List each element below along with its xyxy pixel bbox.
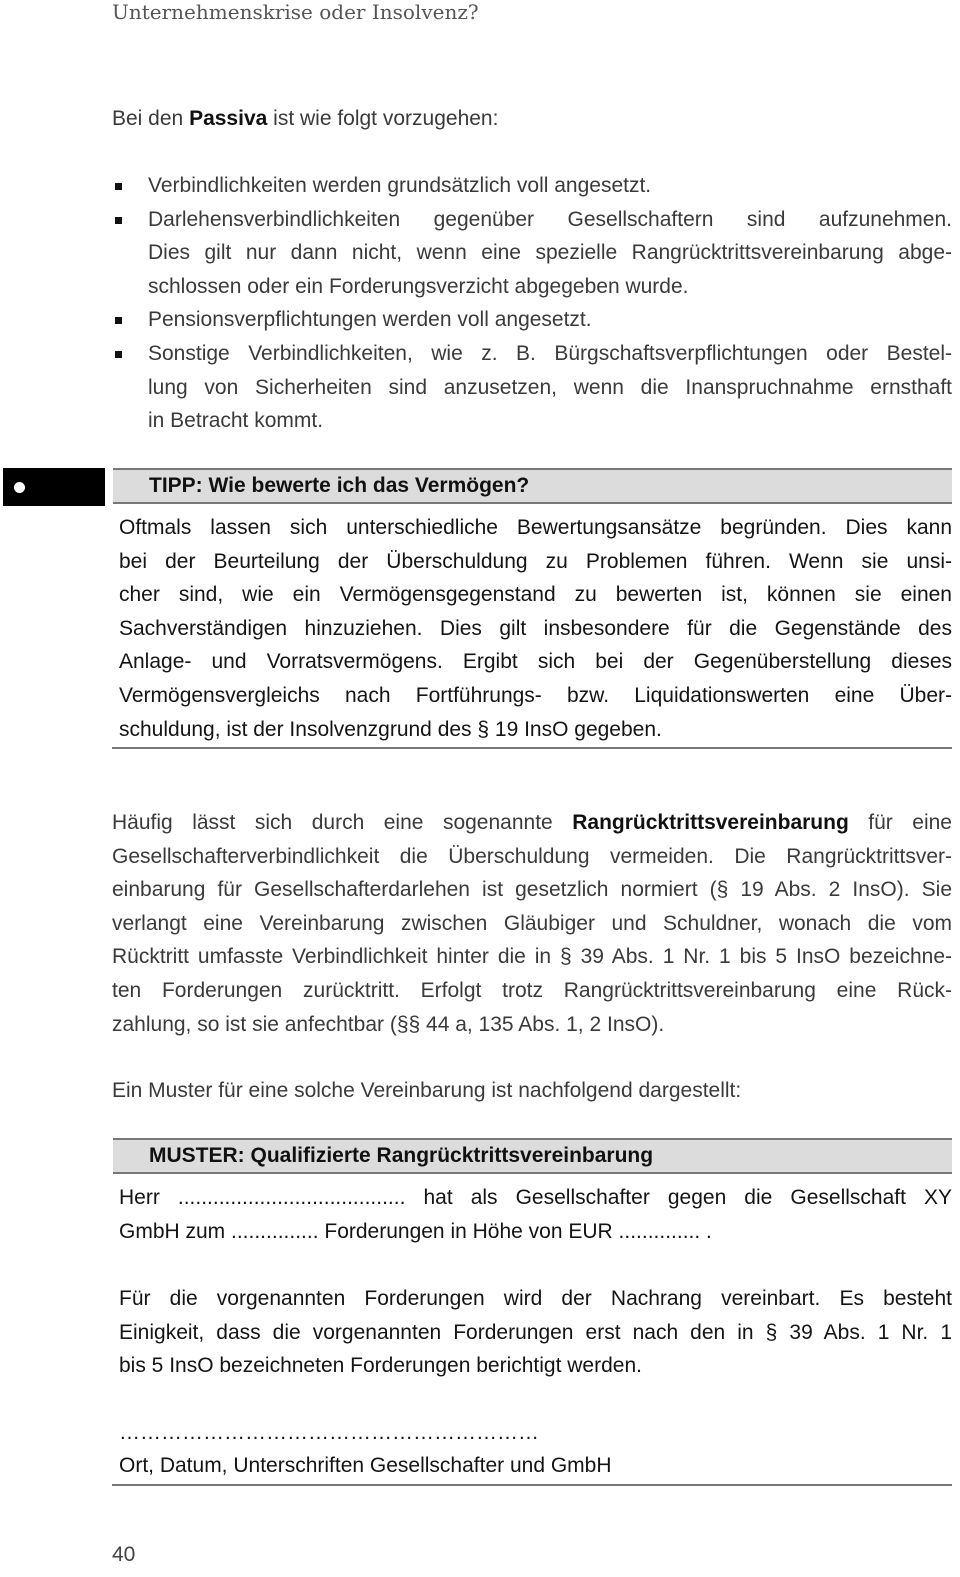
text-line: in Betracht kommt. bbox=[148, 409, 324, 433]
tip-title: TIPP: Wie bewerte ich das Vermögen? bbox=[149, 474, 530, 497]
text-line: einbarung für Gesellschafterdarlehen ist gesetzlich normiert (§ 19 Abs. 2 InsO). Sie bbox=[112, 878, 952, 902]
text-line: bis 5 InsO bezeichneten Forderungen berichtigt werden. bbox=[119, 1354, 642, 1378]
text-line: Sonstige Verbindlichkeiten, wie z. B. Bürgschaftsverpflichtungen oder Bestel- bbox=[148, 341, 952, 365]
text-line: lung von Sicherheiten sind anzusetzen, wenn die Inanspruchnahme ernsthaft bbox=[148, 375, 952, 399]
list-item bbox=[112, 203, 952, 304]
bullet-icon bbox=[115, 351, 122, 358]
text-line: schuldung, ist der Insolvenzgrund des § 19 InsO gegeben. bbox=[119, 717, 662, 741]
text-line: bei der Beurteilung der Überschuldung zu Problemen führen. Wenn sie unsi- bbox=[119, 549, 952, 573]
bullet-icon bbox=[115, 317, 122, 324]
text-line: Herr ....................................... hat als Gesellschafter gegen die Gesellschaft XY bbox=[119, 1186, 952, 1209]
muster-intro: Ein Muster für eine solche Vereinbarung ist nachfolgend dargestellt: bbox=[112, 1079, 742, 1102]
intro-line: Bei den Passiva ist wie folgt vorzugehen: bbox=[112, 107, 499, 130]
list-item bbox=[112, 169, 952, 203]
text-line: Gesellschafterverbindlichkeit die Überschuldung vermeiden. Die Rangrücktrittsver- bbox=[112, 844, 952, 868]
bullet-icon bbox=[115, 183, 122, 190]
tip-bottom-rule bbox=[112, 747, 952, 749]
text-line: zahlung, so ist sie anfechtbar (§§ 44 a, 135 Abs. 1, 2 InsO). bbox=[112, 1012, 665, 1036]
passiva-list bbox=[112, 169, 952, 438]
text-line: schlossen oder ein Forderungsverzicht abgegeben wurde. bbox=[148, 274, 689, 298]
page-number: 40 bbox=[112, 1543, 136, 1566]
muster-title: MUSTER: Qualifizierte Rangrücktrittsvereinbarung bbox=[149, 1144, 654, 1167]
tip-dot-icon bbox=[14, 482, 25, 493]
tip-body bbox=[119, 511, 952, 746]
signature-dots: …………………………………………………… bbox=[119, 1421, 539, 1444]
running-header: Unternehmenskrise oder Insolvenz? bbox=[112, 0, 479, 24]
signature-label: Ort, Datum, Unterschriften Gesellschafter und GmbH bbox=[119, 1454, 612, 1477]
list-item bbox=[112, 303, 952, 337]
text-line: Pensionsverpflichtungen werden voll angesetzt. bbox=[148, 308, 592, 332]
rangruecktritt-paragraph bbox=[112, 806, 952, 1041]
text-line: Rücktritt umfasste Verbindlichkeit hinter die in § 39 Abs. 1 Nr. 1 bis 5 InsO bezeichne- bbox=[112, 945, 952, 969]
text-line: verlangt eine Vereinbarung zwischen Gläubiger und Schuldner, wonach die vom bbox=[112, 911, 952, 935]
text-line: Für die vorgenannten Forderungen wird der Nachrang vereinbart. Es besteht bbox=[119, 1287, 952, 1310]
text-line: Verbindlichkeiten werden grundsätzlich voll angesetzt. bbox=[148, 174, 652, 197]
text-line: GmbH zum ............... Forderungen in Höhe von EUR .............. . bbox=[119, 1219, 712, 1243]
muster-block-2 bbox=[119, 1282, 952, 1383]
tip-marker bbox=[3, 468, 105, 506]
text-line: Einigkeit, dass die vorgenannten Forderungen erst nach den in § 39 Abs. 1 Nr. 1 bbox=[119, 1320, 952, 1344]
text-line: cher sind, wie ein Vermögensgegenstand zu bewerten ist, können sie einen bbox=[119, 583, 952, 607]
muster-bottom-rule bbox=[112, 1484, 952, 1486]
list-item bbox=[112, 337, 952, 438]
muster-header bbox=[113, 1138, 952, 1174]
tip-header bbox=[113, 468, 952, 504]
text-line: Anlage- und Vorratsvermögens. Ergibt sich bei der Gegenüberstellung dieses bbox=[119, 650, 952, 674]
muster-block-1 bbox=[119, 1181, 952, 1248]
text-line: Dies gilt nur dann nicht, wenn eine spezielle Rangrücktrittsvereinbarung abge- bbox=[148, 241, 952, 265]
text-line: Darlehensverbindlichkeiten gegenüber Gesellschaftern sind aufzunehmen. bbox=[148, 207, 952, 231]
bullet-icon bbox=[115, 217, 122, 224]
text-line: Sachverständigen hinzuziehen. Dies gilt insbesondere für die Gegenstände des bbox=[119, 616, 952, 640]
text-line: Vermögensvergleichs nach Fortführungs- bzw. Liquidationswerten eine Über- bbox=[119, 683, 952, 707]
text-line: ten Forderungen zurücktritt. Erfolgt trotz Rangrücktrittsvereinbarung eine Rück- bbox=[112, 978, 952, 1002]
text-line: Oftmals lassen sich unterschiedliche Bewertungsansätze begründen. Dies kann bbox=[119, 516, 952, 539]
para-line: Häufig lässt sich durch eine sogenannte Rangrücktrittsvereinbarung für eine bbox=[112, 811, 952, 834]
